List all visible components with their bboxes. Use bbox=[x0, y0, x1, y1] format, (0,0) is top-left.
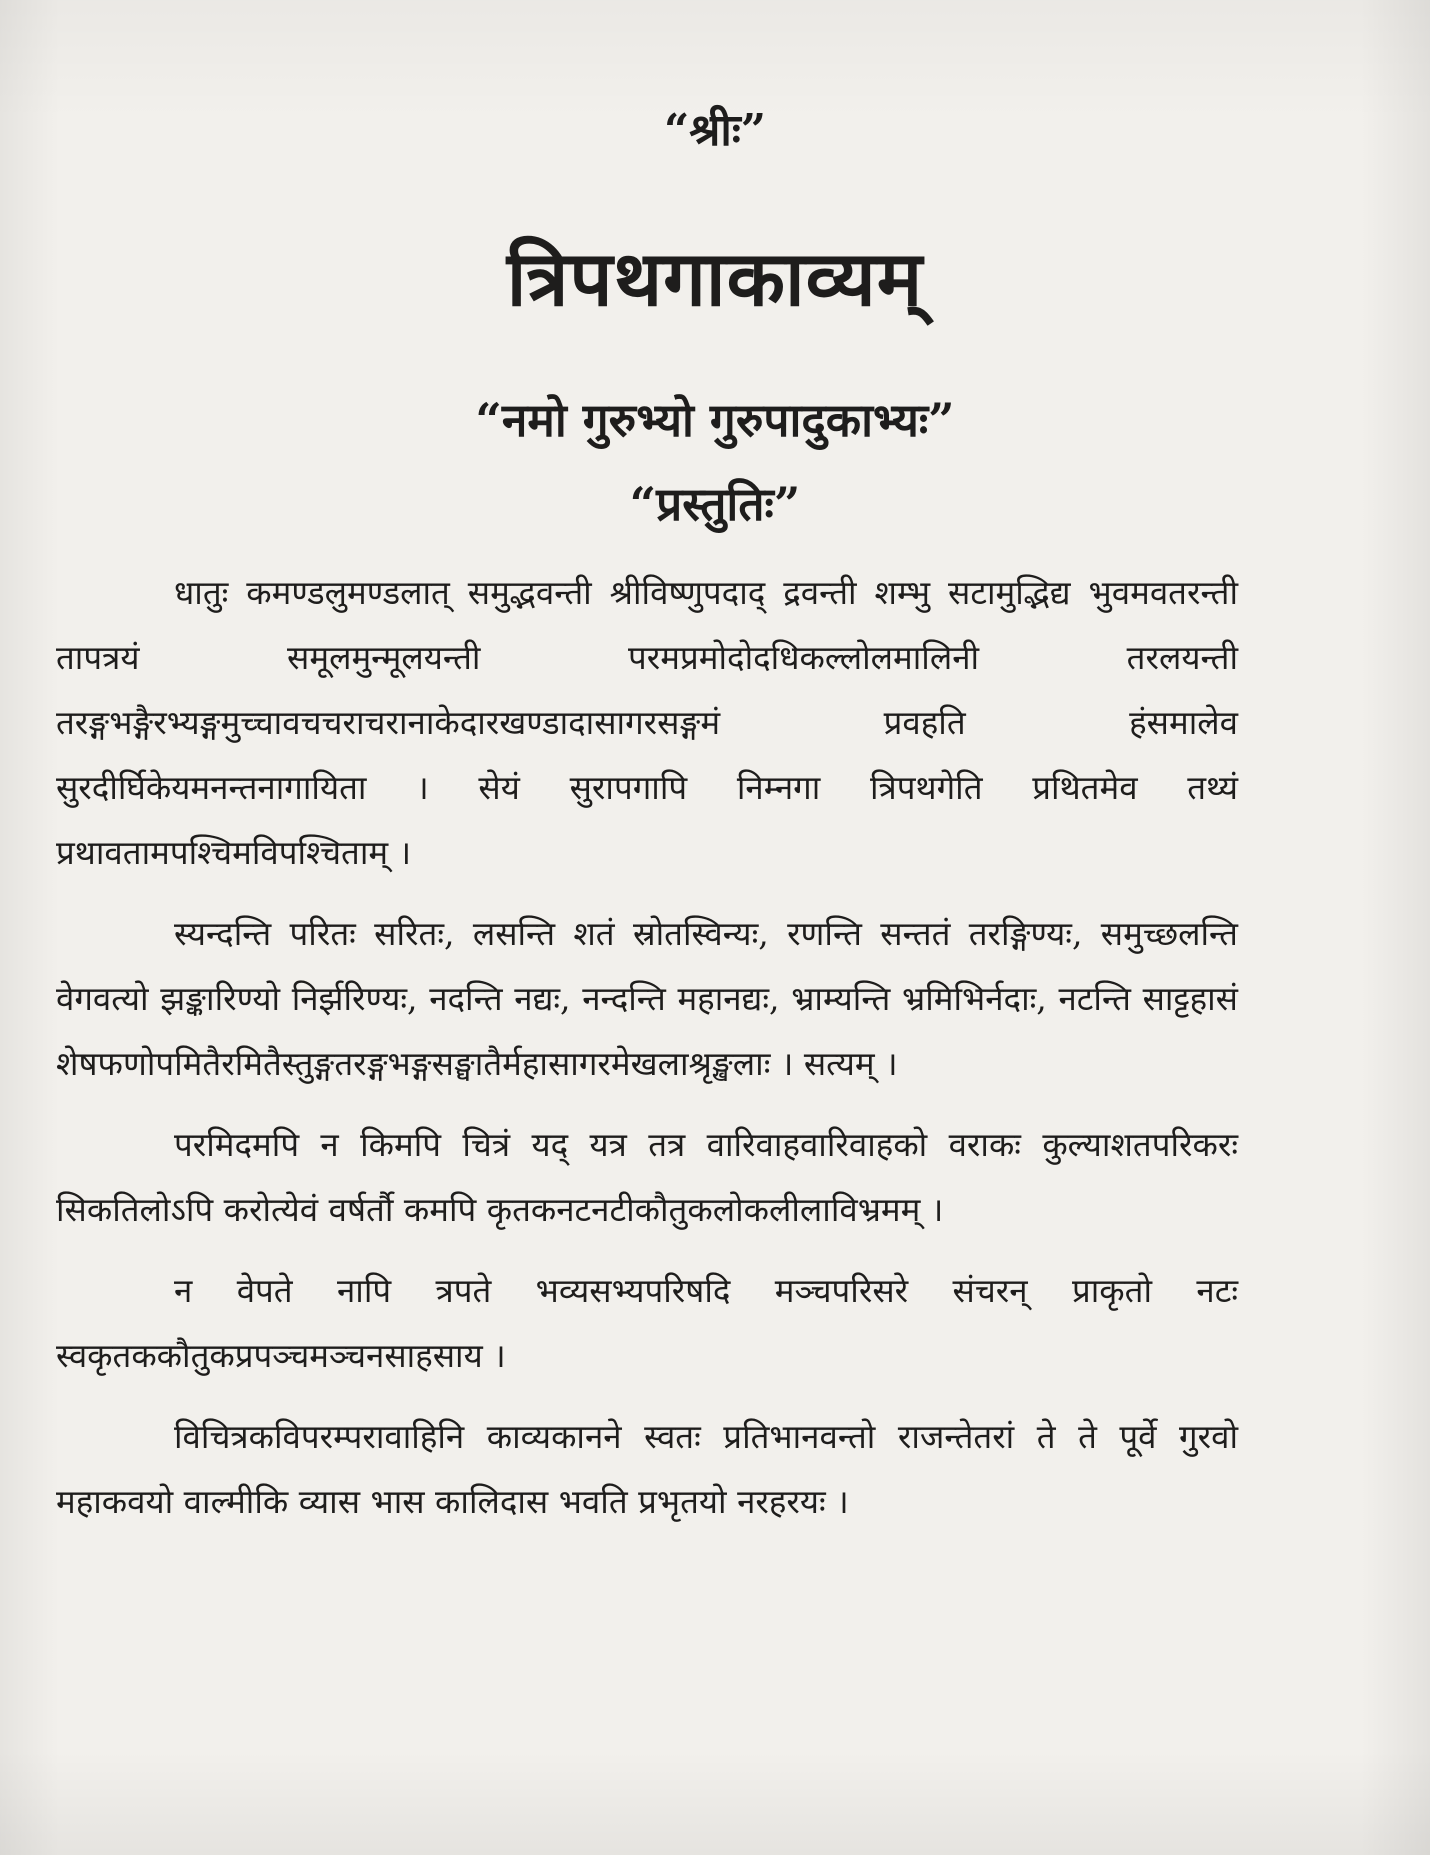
paragraph-4: न वेपते नापि त्रपते भव्यसभ्यपरिषदि मञ्चपरिसरे संचरन् प्राकृतो नटः स्वकृतककौतुकप्रपञ्चमञ्चनसाहसाय । bbox=[56, 1271, 1238, 1375]
page-title: त्रिपथगाकाव्यम् bbox=[506, 234, 924, 323]
paragraph-3: परमिदमपि न किमपि चित्रं यद् यत्र तत्र वारिवाहवारिवाहको वराकः कुल्याशतपरिकरः सिकतिलोऽपि करोत्येवं वर्षर्तौ कमपि कृतकनटनटीकौतुकलोकलीलाविभ्रमम् । bbox=[56, 1125, 1238, 1229]
paragraph-5: विचित्रकविपरम्परावाहिनि काव्यकानने स्वतः प्रतिभानवन्तो राजन्तेतरां ते ते पूर्वे गुरवो महाकवयो वाल्मीकि व्यास भास कालिदास भवति प्रभृतयो नरहरयः । bbox=[56, 1417, 1238, 1521]
paragraph-2: स्यन्दन्ति परितः सरितः, लसन्ति शतं स्रोतस्विन्यः, रणन्ति सन्ततं तरङ्गिण्यः, समुच्छलन्ति वेगवत्यो झङ्कारिण्यो निर्झरिण्यः, नदन्ति नद्यः, नन्दन्ति महानद्यः, भ्राम्यन्ति भ्रमिभिर्नदाः, नटन्ति साट्टहासं शेषफणोपमितैरमितैस्तुङ्गतरङ्गभङ्गसङ्घातैर्महासागरमेखलाश्रृङ्खलाः । सत्यम् । bbox=[56, 914, 1238, 1083]
guru-invocation: “नमो गुरुभ्यो गुरुपादुकाभ्यः” bbox=[475, 393, 955, 447]
paragraph-1: धातुः कमण्डलुमण्डलात् समुद्भवन्ती श्रीविष्णुपदाद् द्रवन्ती शम्भु सटामुद्भिद्य भुवमवतरन्ती तापत्रयं समूलमुन्मूलयन्ती परमप्रमोदोदधिकल्लोलमालिनी तरलयन्ती तरङ्गभङ्गैरभ्यङ्गमुच्चावचचराचरानाकेदारखण्डादासागरसङ्गमं प्रवहति हंसमालेव सुरदीर्घिकेयमनन्तनागायिता । सेयं सुरापगापि निम्नगा त्रिपथगेति प्रथितमेव तथ्यं प्रथावतामपश्चिमविपश्चिताम् । bbox=[56, 573, 1238, 872]
body-text bbox=[56, 560, 1238, 1550]
shri-invocation: “श्रीः” bbox=[663, 105, 767, 156]
section-heading: “प्रस्तुतिः” bbox=[629, 477, 801, 531]
